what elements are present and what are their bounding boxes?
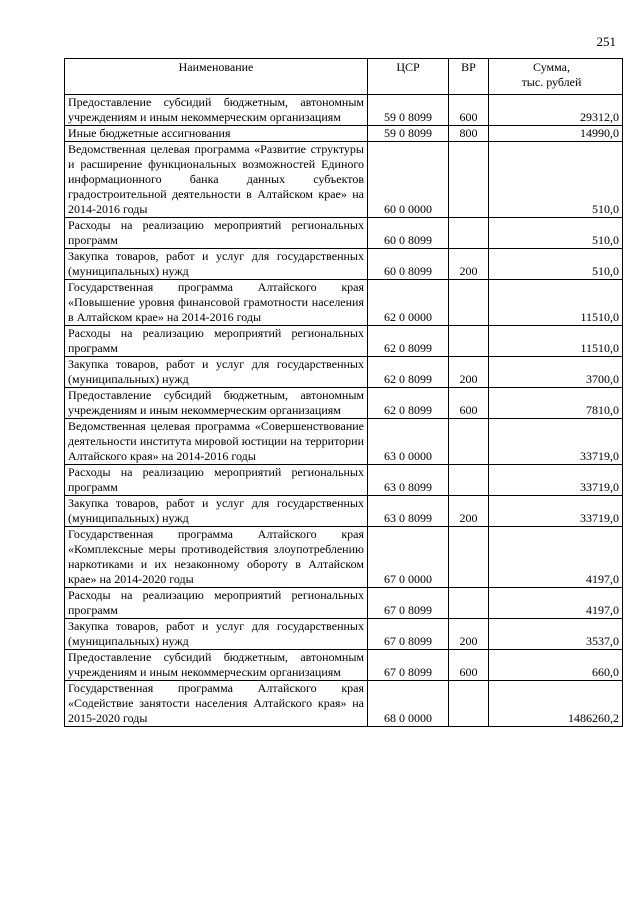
- row-vr-cell: [449, 527, 489, 588]
- row-sum-cell: 33719,0: [489, 465, 623, 496]
- row-csr-cell: 60 0 8099: [368, 218, 449, 249]
- table-row: [65, 496, 623, 527]
- row-csr-cell: 60 0 0000: [368, 142, 449, 218]
- row-sum-cell: 510,0: [489, 249, 623, 280]
- budget-table: [64, 58, 623, 727]
- row-vr-cell: 600: [449, 650, 489, 681]
- row-name-cell: Государственная программа Алтайского края «Повышение уровня финансовой грамотности населения в Алтайском крае» на 2014-2016 годы: [65, 280, 368, 326]
- row-vr-cell: 800: [449, 126, 489, 142]
- row-name-cell: Ведомственная целевая программа «Совершенствование деятельности института мировой юстиции на территории Алтайского края» на 2014-2016 годы: [65, 419, 368, 465]
- table-row: [65, 527, 623, 588]
- header-csr: ЦСР: [368, 59, 449, 95]
- row-sum-cell: 1486260,2: [489, 681, 623, 727]
- row-name-cell: Иные бюджетные ассигнования: [65, 126, 368, 142]
- table-row: [65, 650, 623, 681]
- row-sum-cell: 33719,0: [489, 419, 623, 465]
- row-csr-cell: 67 0 8099: [368, 588, 449, 619]
- row-vr-cell: 600: [449, 95, 489, 126]
- row-vr-cell: [449, 465, 489, 496]
- row-name-cell: Расходы на реализацию мероприятий региональных программ: [65, 218, 368, 249]
- row-vr-cell: 200: [449, 249, 489, 280]
- row-sum-cell: 660,0: [489, 650, 623, 681]
- row-csr-cell: 60 0 8099: [368, 249, 449, 280]
- row-csr-cell: 62 0 8099: [368, 326, 449, 357]
- row-vr-cell: 200: [449, 619, 489, 650]
- row-name-cell: Государственная программа Алтайского края «Комплексные меры противодействия злоупотреблению наркотиками и их незаконному обороту в Алтайском крае» на 2014-2020 годы: [65, 527, 368, 588]
- row-vr-cell: 200: [449, 496, 489, 527]
- row-vr-cell: [449, 326, 489, 357]
- header-sum-line2: тыс. рублей: [521, 75, 582, 89]
- row-vr-cell: 600: [449, 388, 489, 419]
- page-number: 251: [596, 34, 616, 49]
- table-row: [65, 357, 623, 388]
- row-name-cell: Предоставление субсидий бюджетным, автономным учреждениям и иным некоммерческим организациям: [65, 95, 368, 126]
- row-name-cell: Закупка товаров, работ и услуг для государственных (муниципальных) нужд: [65, 619, 368, 650]
- row-csr-cell: 63 0 0000: [368, 419, 449, 465]
- table-row: [65, 218, 623, 249]
- row-vr-cell: [449, 681, 489, 727]
- table-header: [65, 59, 623, 95]
- row-name-cell: Расходы на реализацию мероприятий региональных программ: [65, 588, 368, 619]
- row-csr-cell: 67 0 8099: [368, 650, 449, 681]
- row-name-cell: Предоставление субсидий бюджетным, автономным учреждениям и иным некоммерческим организациям: [65, 388, 368, 419]
- row-csr-cell: 67 0 8099: [368, 619, 449, 650]
- row-name-cell: Расходы на реализацию мероприятий региональных программ: [65, 465, 368, 496]
- row-name-cell: Закупка товаров, работ и услуг для государственных (муниципальных) нужд: [65, 357, 368, 388]
- row-sum-cell: 4197,0: [489, 527, 623, 588]
- row-csr-cell: 67 0 0000: [368, 527, 449, 588]
- row-csr-cell: 68 0 0000: [368, 681, 449, 727]
- row-sum-cell: 3537,0: [489, 619, 623, 650]
- row-csr-cell: 59 0 8099: [368, 126, 449, 142]
- header-name: Наименование: [65, 59, 368, 95]
- row-csr-cell: 62 0 0000: [368, 280, 449, 326]
- table-row: [65, 465, 623, 496]
- row-csr-cell: 63 0 8099: [368, 465, 449, 496]
- row-name-cell: Ведомственная целевая программа «Развитие структуры и расширение функциональных возможностей Единого информационного банка данных субъектов градостроительной деятельности в Алтайском крае» на 2014-2016 годы: [65, 142, 368, 218]
- row-sum-cell: 510,0: [489, 142, 623, 218]
- row-vr-cell: [449, 419, 489, 465]
- row-sum-cell: 29312,0: [489, 95, 623, 126]
- row-vr-cell: 200: [449, 357, 489, 388]
- row-name-cell: Закупка товаров, работ и услуг для государственных (муниципальных) нужд: [65, 249, 368, 280]
- row-name-cell: Предоставление субсидий бюджетным, автономным учреждениям и иным некоммерческим организациям: [65, 650, 368, 681]
- header-vr: ВР: [449, 59, 489, 95]
- header-sum: [489, 59, 623, 95]
- row-csr-cell: 59 0 8099: [368, 95, 449, 126]
- row-csr-cell: 62 0 8099: [368, 357, 449, 388]
- row-sum-cell: 4197,0: [489, 588, 623, 619]
- header-sum-line1: Сумма,: [533, 60, 570, 74]
- table-row: [65, 388, 623, 419]
- table-row: [65, 142, 623, 218]
- table-row: [65, 326, 623, 357]
- table-row: [65, 280, 623, 326]
- row-csr-cell: 63 0 8099: [368, 496, 449, 527]
- row-sum-cell: 33719,0: [489, 496, 623, 527]
- table-row: [65, 619, 623, 650]
- table-row: [65, 419, 623, 465]
- row-name-cell: Расходы на реализацию мероприятий региональных программ: [65, 326, 368, 357]
- row-sum-cell: 11510,0: [489, 280, 623, 326]
- table-row: [65, 95, 623, 126]
- row-sum-cell: 14990,0: [489, 126, 623, 142]
- row-vr-cell: [449, 588, 489, 619]
- row-name-cell: Закупка товаров, работ и услуг для государственных (муниципальных) нужд: [65, 496, 368, 527]
- row-sum-cell: 11510,0: [489, 326, 623, 357]
- row-vr-cell: [449, 142, 489, 218]
- row-name-cell: Государственная программа Алтайского края «Содействие занятости населения Алтайского края» на 2015-2020 годы: [65, 681, 368, 727]
- table-row: [65, 681, 623, 727]
- row-sum-cell: 7810,0: [489, 388, 623, 419]
- table-body: [65, 95, 623, 727]
- table-row: [65, 126, 623, 142]
- row-sum-cell: 510,0: [489, 218, 623, 249]
- row-vr-cell: [449, 218, 489, 249]
- row-vr-cell: [449, 280, 489, 326]
- table-row: [65, 249, 623, 280]
- table-row: [65, 588, 623, 619]
- row-sum-cell: 3700,0: [489, 357, 623, 388]
- row-csr-cell: 62 0 8099: [368, 388, 449, 419]
